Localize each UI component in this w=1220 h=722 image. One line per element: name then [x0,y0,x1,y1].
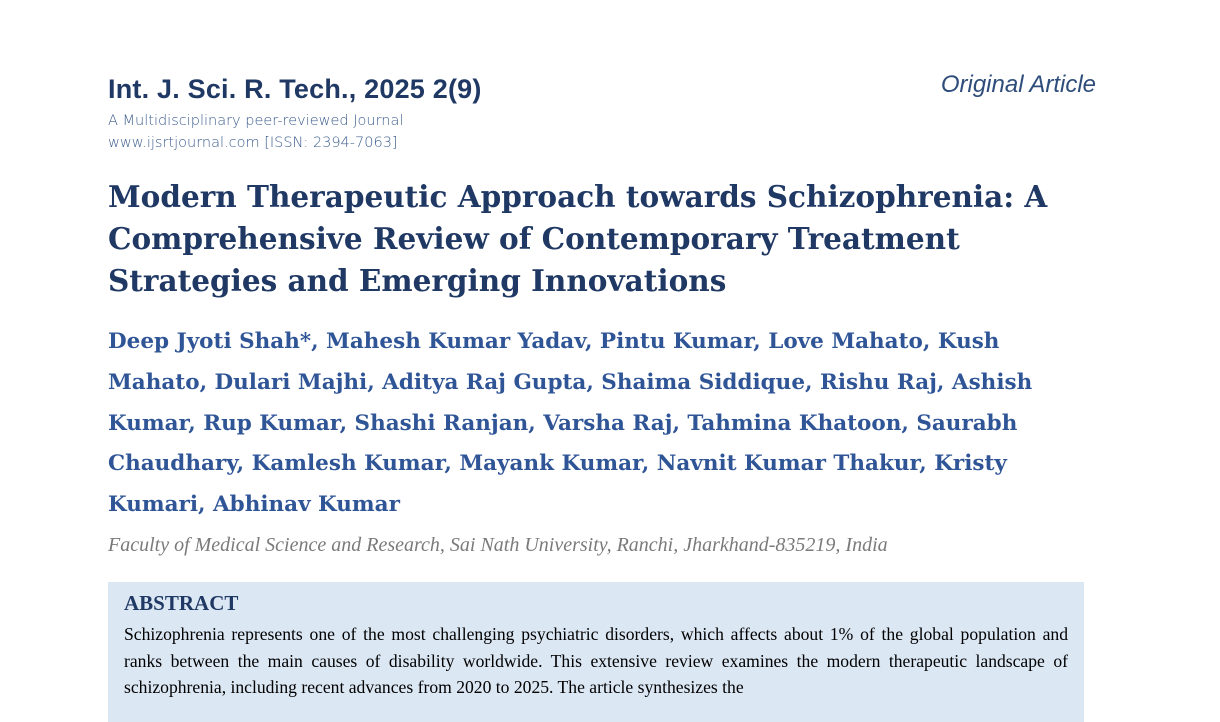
article-type-label: Original Article [940,71,1096,98]
abstract-heading: ABSTRACT [124,591,239,615]
author-affiliation: Faculty of Medical Science and Research, Sai Nath University, Ranchi, Jharkhand-835219, India [108,534,888,556]
abstract-section [108,582,1084,722]
journal-tagline: A Multidisciplinary peer-reviewed Journal [108,113,404,129]
author-list: Deep Jyoti Shah*, Mahesh Kumar Yadav, Pintu Kumar, Love Mahato, Kush Mahato, Dulari Majhi, Aditya Raj Gupta, Shaima Siddique, Rishu Raj, Ashish Kumar, Rup Kumar, Shashi Ranjan, Varsha Raj, Tahmina Khatoon, Saurabh Chaudhary, Kamlesh Kumar, Mayank Kumar, Navnit Kumar Thakur, Kristy Kumari, Abhinav Kumar [108,329,1033,518]
journal-citation: Int. J. Sci. R. Tech., 2025 2(9) [108,74,482,104]
abstract-body: Schizophrenia represents one of the most challenging psychiatric disorders, which affects about 1% of the global population and ranks between the main causes of disability worldwide. This extensive review examines the modern therapeutic landscape of schizophrenia, including recent advances from 2020 to 2025. The article synthesizes the [124,624,1068,697]
journal-url-issn: www.ijsrtjournal.com [ISSN: 2394-7063] [108,135,398,151]
paper-title: Modern Therapeutic Approach towards Schizophrenia: A Comprehensive Review of Contemporary Treatment Strategies and Emerging Innovations [108,179,1048,298]
